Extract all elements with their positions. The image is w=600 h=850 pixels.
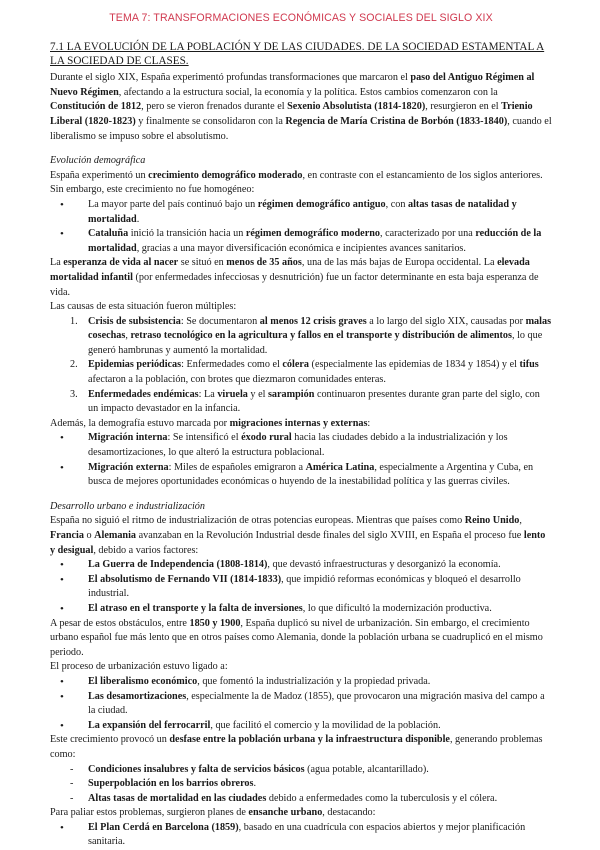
paragraph: Las causas de esta situación fueron múltiples:: [50, 301, 237, 313]
section-heading: 7.1 LA EVOLUCIÓN DE LA POBLACIÓN Y DE LAS CIUDADES. DE LA SOCIEDAD ESTAMENTAL A LA SOCIEDAD DE CLASES.: [50, 41, 545, 67]
list-item: • El absolutismo de Fernando VII (1814-1833), que impidió reformas económicas y bloqueó el desarrollo industrial.: [80, 573, 552, 602]
bullet-list: [50, 821, 552, 850]
paragraph: La esperanza de vida al nacer se situó en menos de 35 años, una de las más bajas de Europa occidental. La elevada mortalidad infantil (por enfermedades infecciosas y desnutrición) fue un factor determinante en esta baja esperanza de vida.: [50, 257, 539, 298]
paragraph: El proceso de urbanización estuvo ligado a:: [50, 661, 228, 673]
bullet-list: [50, 558, 552, 616]
dash-list: [50, 763, 552, 807]
subheading-urbano: Desarrollo urbano e industrialización: [50, 500, 205, 512]
bullet-list: [50, 675, 552, 733]
list-item: • El atraso en el transporte y la falta de inversiones, lo que dificultó la modernización productiva.: [80, 602, 552, 617]
paragraph: España no siguió el ritmo de industrialización de otras potencias europeas. Mientras que países como Reino Unido, Francia o Alemania avanzaban en la Revolución Industrial desde finales del siglo XVIII, en España el proceso fue lento y desigual, debido a varios factores:: [50, 515, 546, 556]
list-item: • Migración externa: Miles de españoles emigraron a América Latina, especialmente a Argentina y Cuba, en busca de mejores oportunidades económicas o huyendo de la inestabilidad política y las guerras civiles.: [80, 461, 552, 490]
list-item: • Migración interna: Se intensificó el éxodo rural hacia las ciudades debido a la industrialización y los desamortizaciones, lo que alteró la estructura poblacional.: [80, 431, 552, 460]
list-item: • La expansión del ferrocarril, que facilitó el comercio y la movilidad de la población.: [80, 719, 552, 734]
document-title: TEMA 7: TRANSFORMACIONES ECONÓMICAS Y SOCIALES DEL SIGLO XIX: [109, 12, 493, 24]
bullet-list: [50, 431, 552, 489]
list-item: - Superpoblación en los barrios obreros.: [88, 777, 552, 792]
list-item: 2. Epidemias periódicas: Enfermedades como el cólera (especialmente las epidemias de 1834 y 1854) y el tifus afectaron a la población, con brotes que diezmaron comunidades enteras.: [70, 359, 539, 386]
paragraph: Para paliar estos problemas, surgieron planes de ensanche urbano, destacando:: [50, 807, 376, 819]
list-item: 1. Crisis de subsistencia: Se documentaron al menos 12 crisis graves a lo largo del siglo XIX, causadas por malas cosechas, retraso tecnológico en la agricultura y fallos en el transporte y distribución de alimentos, lo que generó hambrunas y aumentó la mortalidad.: [70, 315, 552, 356]
list-item: 3. Enfermedades endémicas: La viruela y el sarampión continuaron presentes durante gran parte del siglo, con un impacto devastador en la infancia.: [70, 388, 540, 415]
list-item: • El Plan Cerdá en Barcelona (1859), basado en una cuadrícula con espacios abiertos y mejor planificación sanitaria.: [80, 821, 552, 850]
list-item: • El liberalismo económico, que fomentó la industrialización y la propiedad privada.: [80, 675, 552, 690]
list-item: • Las desamortizaciones, especialmente la de Madoz (1855), que provocaron una migración masiva del campo a la ciudad.: [80, 690, 552, 719]
paragraph: A pesar de estos obstáculos, entre 1850 y 1900, España duplicó su nivel de urbanización. Sin embargo, el crecimiento urbano español fue más lento que en otros países como Alemania, donde la población urbana se cuadruplicó en el mismo periodo.: [50, 617, 543, 658]
paragraph: Además, la demografía estuvo marcada por migraciones internas y externas:: [50, 417, 371, 429]
paragraph: España experimentó un crecimiento demográfico moderado, en contraste con el estancamiento de los siglos anteriores. Sin embargo, este crecimiento no fue homogéneo:: [50, 169, 543, 196]
subheading-demografia: Evolución demográfica: [50, 155, 146, 167]
list-item: • La Guerra de Independencia (1808-1814), que devastó infraestructuras y desorganizó la economía.: [80, 558, 552, 573]
numbered-list: [50, 315, 552, 417]
list-item: • Cataluña inició la transición hacia un régimen demográfico moderno, caracterizado por una reducción de la mortalidad, gracias a una mayor diversificación económica e incipientes avances sanitarios.: [80, 227, 552, 256]
list-item: - Altas tasas de mortalidad en las ciudades debido a enfermedades como la tuberculosis y el cólera.: [88, 792, 552, 807]
bullet-list: [50, 198, 552, 256]
intro-paragraph: Durante el siglo XIX, España experimentó profundas transformaciones que marcaron el paso del Antiguo Régimen al Nuevo Régimen, afectando a la estructura social, la economía y la política. Estos cambios comenzaron con la Constitución de 1812, pero se vieron frenados durante el Sexenio Absolutista (1814-1820), resurgieron en el Trienio Liberal (1820-1823) y finalmente se consolidaron con la Regencia de María Cristina de Borbón (1833-1840), cuando el liberalismo se impuso sobre el absolutismo.: [50, 72, 552, 142]
list-item: - Condiciones insalubres y falta de servicios básicos (agua potable, alcantarillado).: [88, 763, 552, 778]
list-item: • La mayor parte del país continuó bajo un régimen demográfico antiguo, con altas tasas de natalidad y mortalidad.: [80, 198, 552, 227]
paragraph: Este crecimiento provocó un desfase entre la población urbana y la infraestructura disponible, generando problemas como:: [50, 734, 543, 760]
